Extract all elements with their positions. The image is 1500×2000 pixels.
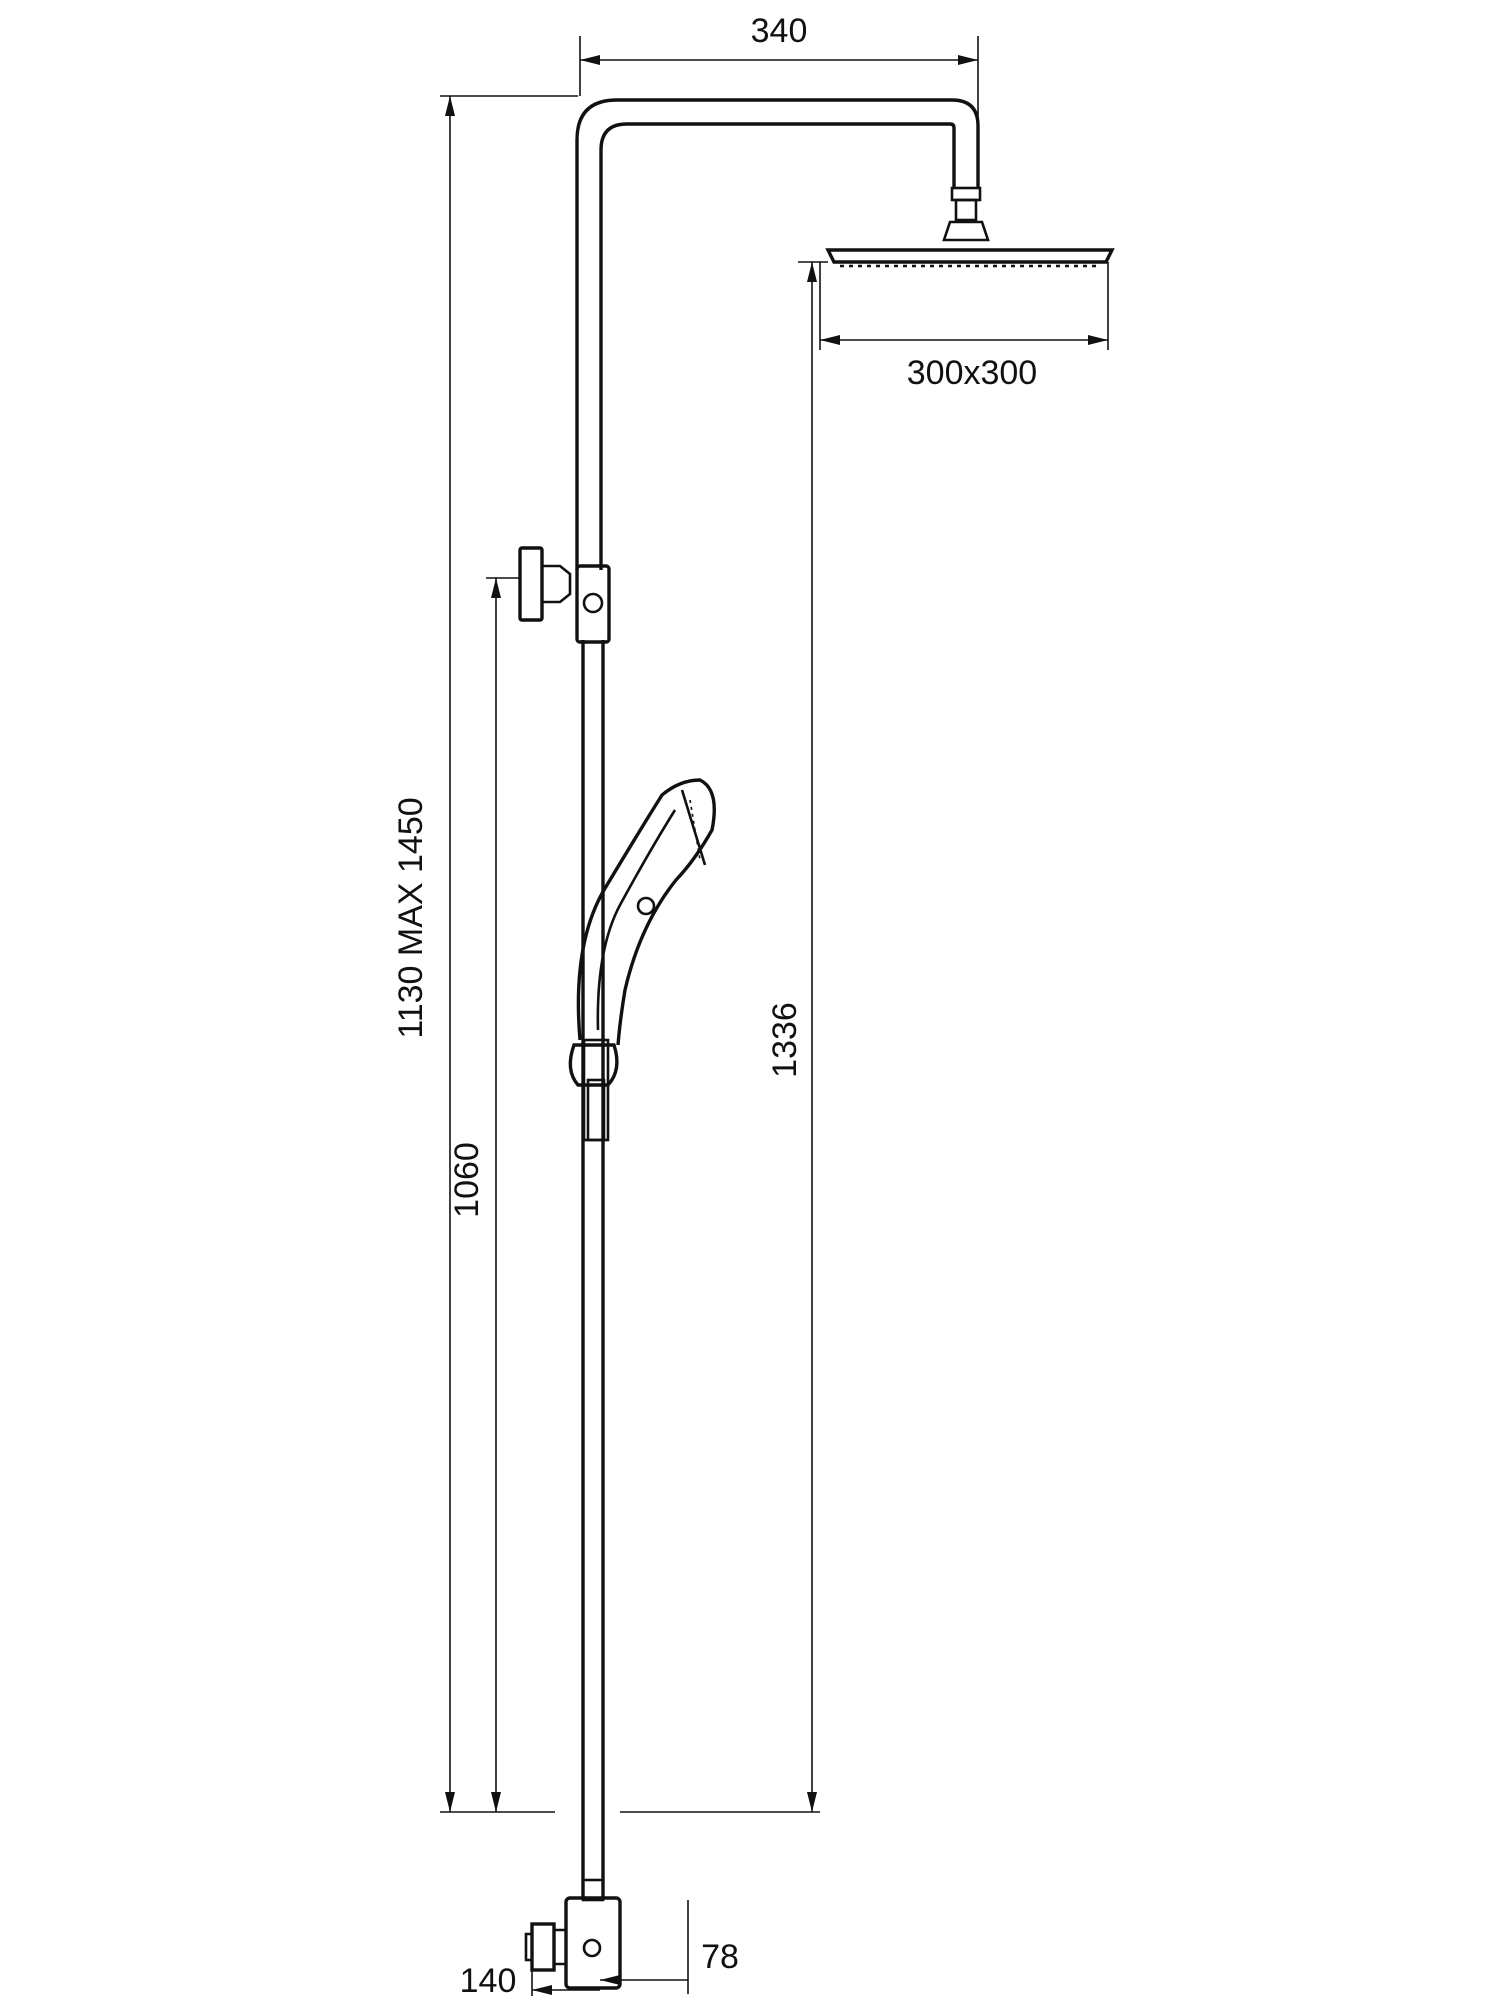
diverter-valve <box>520 548 609 642</box>
dimension-340 <box>580 12 978 130</box>
dimension-label-bracket-height: 1060 <box>448 1142 486 1218</box>
dimension-label-base-depth: 140 <box>459 1962 517 2000</box>
dimension-label-total-height: 1130 MAX 1450 <box>392 797 430 1039</box>
dimension-1336 <box>620 262 828 1812</box>
dimension-total-height <box>392 96 578 1812</box>
dimension-140 <box>460 1962 600 2000</box>
dimension-300x300 <box>820 262 1108 392</box>
dimension-label-top-width: 340 <box>750 12 808 50</box>
hand-shower <box>578 780 714 1045</box>
dimension-label-spout-offset: 78 <box>701 1938 739 1976</box>
dimension-label-head-size: 300x300 <box>906 354 1038 392</box>
rain-shower-head <box>828 188 1112 266</box>
dimension-label-head-height: 1336 <box>766 1002 804 1078</box>
bottom-mixer <box>526 1880 620 1988</box>
dimension-1060 <box>448 578 520 1812</box>
hand-shower-holder <box>570 1040 617 1140</box>
